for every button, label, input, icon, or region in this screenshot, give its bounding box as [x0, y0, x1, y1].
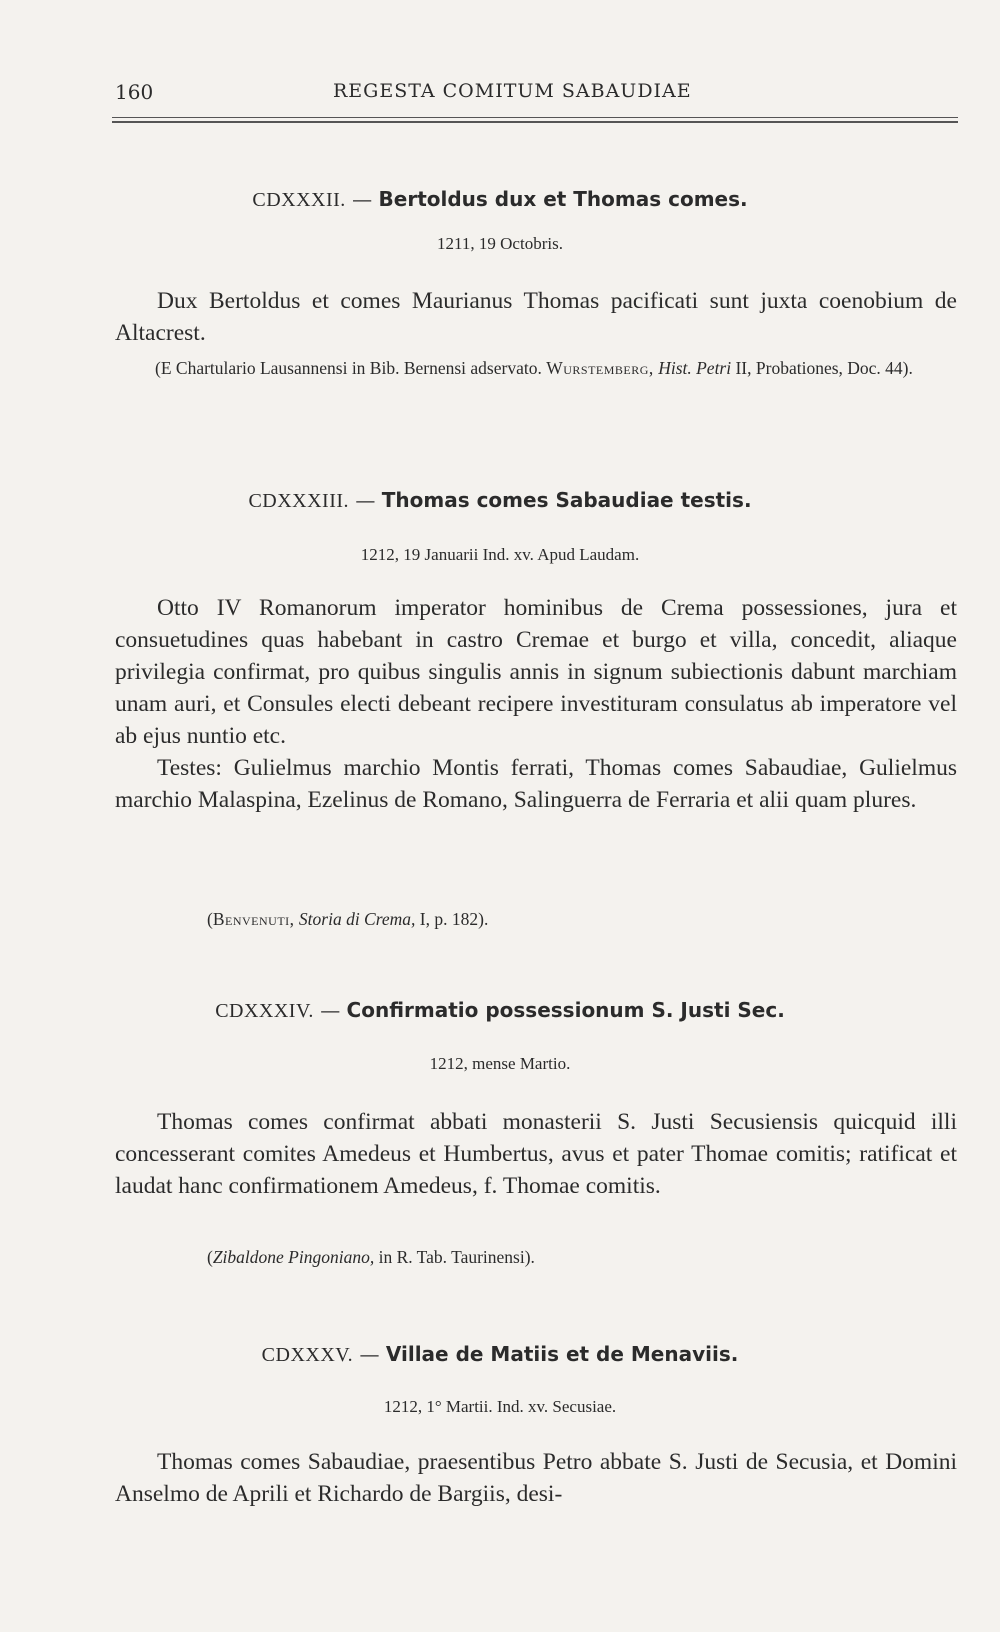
entry-title: Villae de Matiis et de Menaviis. — [385, 1342, 739, 1366]
entry-paragraph: Dux Bertoldus et comes Maurianus Thomas pacificati sunt juxta coenobium de Altacrest. — [115, 288, 957, 346]
entry-heading — [0, 488, 1000, 513]
entry-text — [115, 1106, 957, 1202]
entry-heading — [0, 187, 1000, 212]
entry-paragraph: Thomas comes Sabaudiae, praesentibus Petro abbate S. Justi de Secusia, et Domini Anselmo de Aprili et Richardo de Bargiis, desi- — [115, 1449, 957, 1507]
entry-source — [115, 1244, 957, 1271]
source-author: Benvenuti, — [212, 909, 295, 929]
entry-heading — [0, 998, 1000, 1023]
entry-number: CDXXXIV. — [215, 1000, 314, 1022]
entry-title: Confirmatio possessionum S. Justi Sec. — [346, 998, 785, 1022]
header-rule-thick — [112, 121, 958, 123]
entry-date: 1212, 19 Januarii Ind. xv. Apud Laudam. — [360, 545, 640, 564]
entry-paragraph: Testes: Gulielmus marchio Montis ferrati, Thomas comes Sabaudiae, Gulielmus marchio Malaspina, Ezelinus de Romano, Salinguerra de Ferraria et alii quam plures. — [115, 755, 957, 813]
entry-text — [115, 285, 957, 349]
entry-text — [115, 1446, 957, 1510]
entry-source — [115, 355, 957, 382]
entry-dash: — — [359, 1342, 380, 1366]
source-text: ( — [207, 1247, 213, 1267]
entry-text — [115, 592, 957, 816]
source-work: Zibaldone Pingoniano, — [212, 1247, 375, 1267]
source-ref: I, p. 182). — [419, 909, 489, 929]
entry-title: Bertoldus dux et Thomas comes. — [378, 187, 748, 211]
entry-dash: — — [352, 187, 373, 211]
running-title: REGESTA COMITUM SABAUDIAE — [333, 80, 692, 102]
running-head — [115, 80, 915, 110]
entry-date: 1212, mense Martio. — [429, 1054, 571, 1073]
entry-heading — [0, 1342, 1000, 1367]
entry-title: Thomas comes Sabaudiae testis. — [381, 488, 752, 512]
entry-dash: — — [355, 488, 376, 512]
entry-paragraph: Thomas comes confirmat abbati monasterii S. Justi Secusiensis quicquid illi concesserant comites Amedeus et Humbertus, avus et pater Thomae comitis; ratificat et laudat hanc confirmationem Amedeus, f. Thomae comitis. — [115, 1109, 957, 1199]
source-ref: in R. Tab. Taurinensi). — [378, 1247, 535, 1267]
entry-date: 1212, 1° Martii. Ind. xv. Secusiae. — [383, 1397, 617, 1416]
entry-number: CDXXXII. — [252, 189, 346, 211]
entry-dash: — — [320, 998, 341, 1022]
source-author: Wurstemberg, — [546, 358, 654, 378]
entry-paragraph: Otto IV Romanorum imperator hominibus de Crema possessiones, jura et consuetudines quas habebant in castro Cremae et burgo et villa, concedit, aliaque privilegia confirmat, pro quibus singulis annis in signum subiectionis dabunt marchiam unam auri, et Consules electi debeant recipere investituram consulatus ab imperatore vel ab ejus nuntio etc. — [115, 595, 957, 749]
header-rule-thin — [112, 117, 958, 118]
entry-source — [115, 906, 957, 933]
source-text: ( — [207, 909, 213, 929]
entry-date: 1211, 19 Octobris. — [437, 234, 563, 253]
entry-number: CDXXXV. — [261, 1344, 354, 1366]
source-work: Hist. Petri — [658, 358, 732, 378]
page-number: 160 — [115, 80, 154, 104]
source-ref: II, Probationes, Doc. 44). — [735, 358, 913, 378]
source-work: Storia di Crema, — [298, 909, 416, 929]
entry-number: CDXXXIII. — [248, 490, 350, 512]
source-text: (E Chartulario Lausannensi in Bib. Bernensi adservato. — [155, 358, 542, 378]
